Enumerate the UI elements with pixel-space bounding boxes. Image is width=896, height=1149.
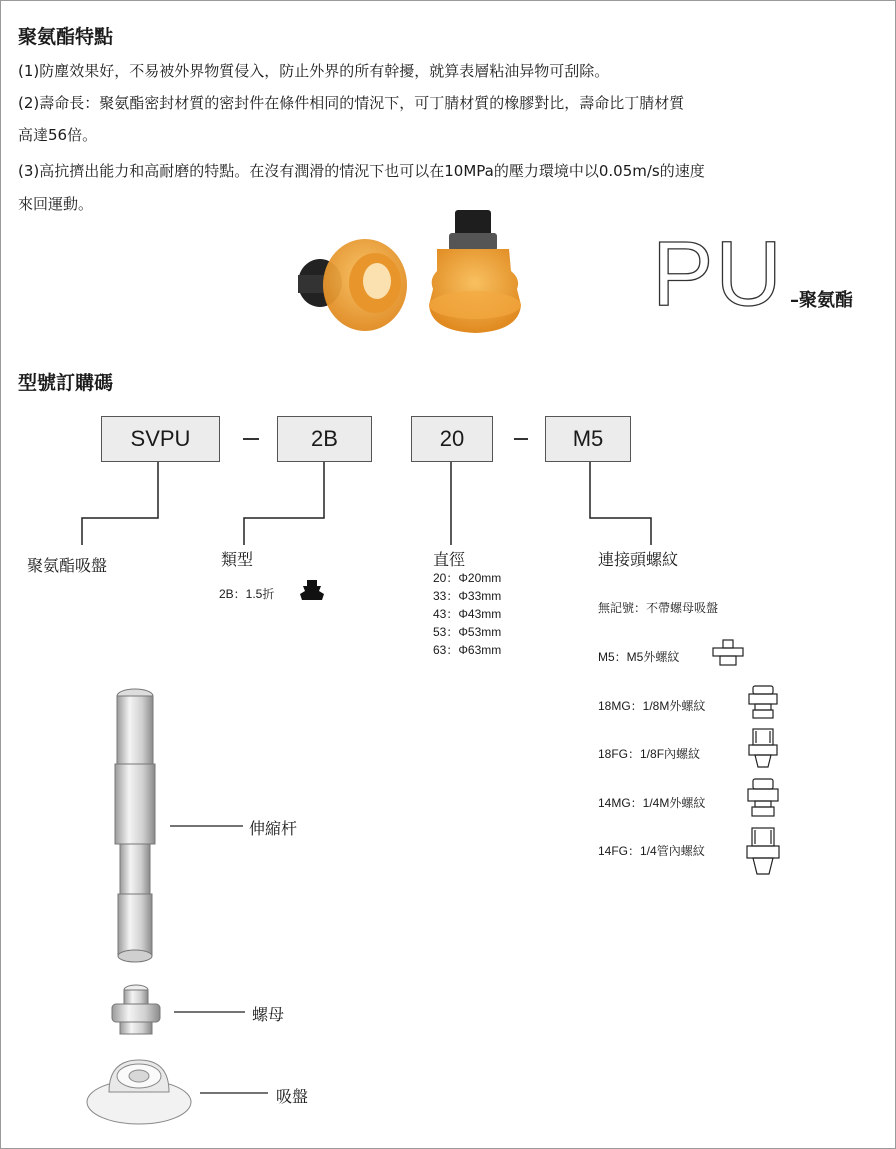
thread-option-14fg: 14FG：1/4管內螺紋 (598, 844, 705, 858)
feature-item-3-line-2: 來回運動。 (18, 195, 94, 213)
feature-item-2-line-2: 高達56倍。 (18, 126, 98, 144)
pu-badge-text: PU (652, 223, 784, 325)
feature-item-2-line-1: (2)壽命長：聚氨酯密封材質的密封件在條件相同的情況下，可丁腈材質的橡膠對比，壽命比丁腈材質 (18, 94, 685, 112)
code-box-diameter: 20 (411, 416, 493, 462)
diameter-option: 53：Φ53mm (433, 625, 502, 639)
thread-option-m5: M5：M5外螺紋 (598, 650, 680, 664)
rod-label: 伸縮杆 (249, 819, 298, 838)
pu-badge-suffix: –聚氨酯 (790, 290, 853, 311)
diameter-option: 20：Φ20mm (433, 571, 502, 585)
diameter-option: 63：Φ63mm (433, 643, 502, 657)
type-option-2b: 2B：1.5折 (219, 587, 275, 601)
code-box-series: SVPU (101, 416, 220, 462)
features-title: 聚氨酯特點 (18, 26, 114, 48)
label-thread: 連接頭螺紋 (598, 550, 679, 569)
code-box-type: 2B (277, 416, 372, 462)
code-box-thread: M5 (545, 416, 631, 462)
thread-option-none: 無記號：不帶螺母吸盤 (598, 601, 719, 615)
thread-option-18fg: 18FG：1/8F內螺紋 (598, 747, 701, 761)
feature-item-1: (1)防塵效果好，不易被外界物質侵入，防止外界的所有幹擾，就算表層粘油异物可刮除。 (18, 62, 610, 80)
thread-option-14mg: 14MG：1/4M外螺紋 (598, 796, 706, 810)
label-type: 類型 (221, 550, 254, 569)
nut-label: 螺母 (252, 1005, 285, 1024)
diameter-option: 43：Φ43mm (433, 607, 502, 621)
diameter-option: 33：Φ33mm (433, 589, 502, 603)
feature-item-3-line-1: (3)高抗擠出能力和高耐磨的特點。在沒有潤滑的情況下也可以在10MPa的壓力環境中以0.05m/s的速度 (18, 162, 705, 180)
cup-label: 吸盤 (276, 1087, 309, 1106)
ordering-title: 型號訂購碼 (18, 372, 114, 394)
thread-option-18mg: 18MG：1/8M外螺紋 (598, 699, 706, 713)
label-series: 聚氨酯吸盤 (27, 556, 108, 575)
label-diameter: 直徑 (433, 550, 466, 569)
